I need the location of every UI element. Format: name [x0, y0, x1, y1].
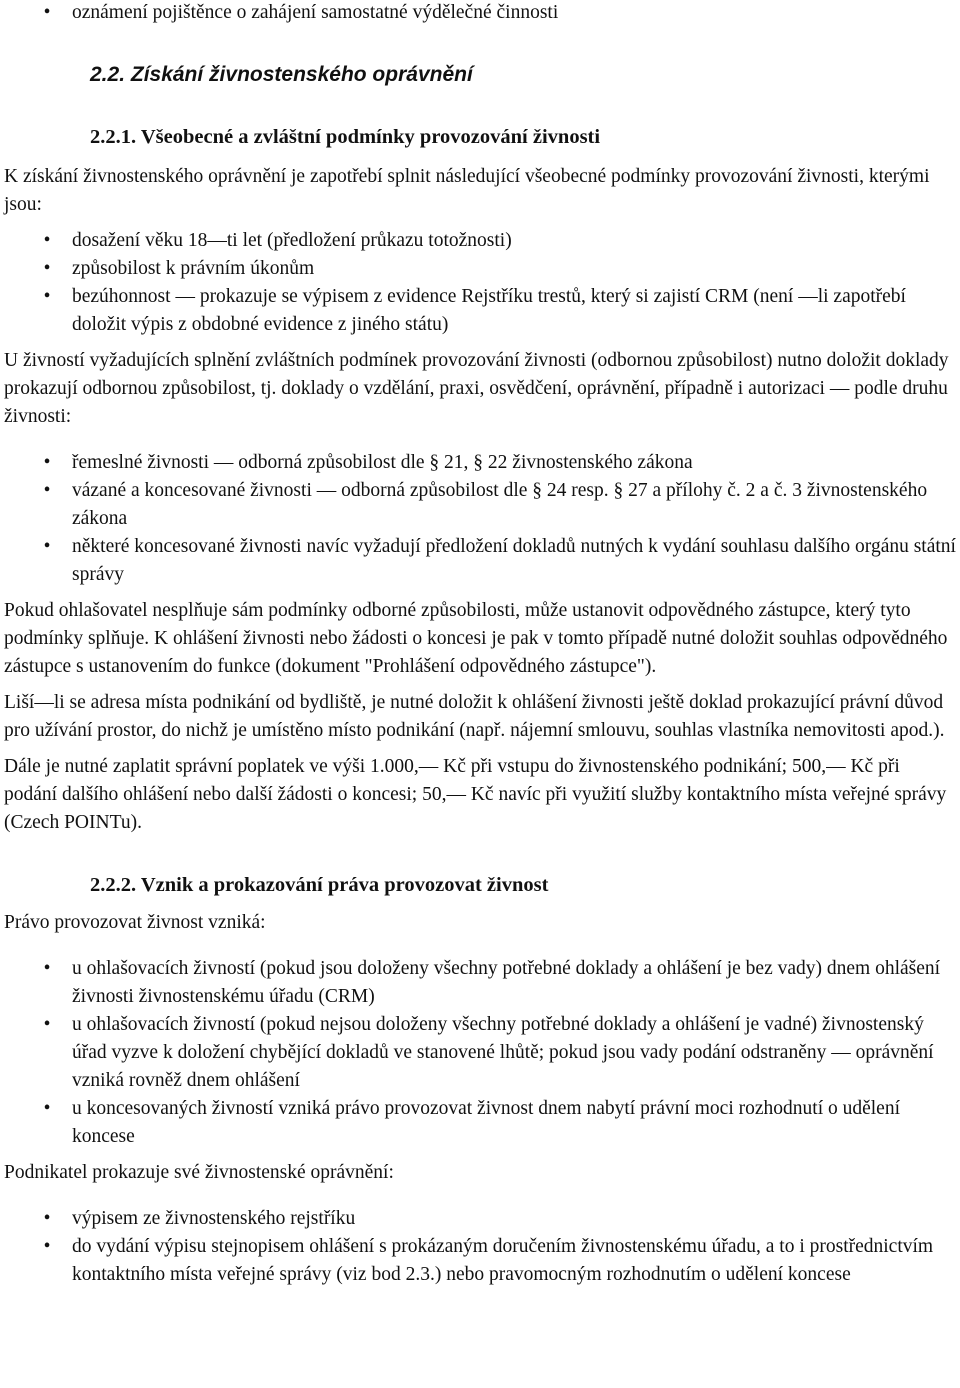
bullet-icon: • [43, 480, 51, 501]
bullet-icon: • [43, 258, 51, 279]
paragraph-proving-authorization: Podnikatel prokazuje své živnostenské oprávnění: [4, 1162, 394, 1183]
bullet-icon: • [43, 536, 51, 557]
list-item: • u ohlašovacích živností (pokud jsou doloženy všechny potřebné doklady a ohlášení je bez vady) dnem ohlášení živnosti živnostenskému úřadu (CRM) [4, 955, 956, 1011]
paragraph-responsible-representative: Pokud ohlašovatel nesplňuje sám podmínky odborné způsobilosti, může ustanovit odpovědného zástupce, který tyto podmínky splňuje. K ohlášení živnosti nebo žádosti o koncesi je pak v tomto případě nutné doložit souhlas odpovědného zástupce s ustanovením do funkce (dokument "Prohlášení odpovědného zástupce"). [4, 600, 948, 677]
section-heading-2-2-2: 2.2.2. Vznik a prokazování práva provozovat živnost [90, 874, 549, 896]
list-item: • řemeslné živnosti — odborná způsobilost dle § 21, § 22 živnostenského zákona [4, 449, 956, 477]
bullet-icon: • [43, 2, 51, 23]
list-item: • dosažení věku 18—ti let (předložení průkazu totožnosti) [4, 227, 956, 255]
bullet-icon: • [43, 1098, 51, 1119]
bullet-icon: • [43, 1236, 51, 1257]
special-conditions-list [4, 449, 956, 589]
section-heading-2-2-1: 2.2.1. Všeobecné a zvláštní podmínky provozování živnosti [90, 126, 601, 148]
proving-authorization-list [4, 1205, 956, 1289]
paragraph-business-address: Liší—li se adresa místa podnikání od bydliště, je nutné doložit k ohlášení živnosti ještě doklad prokazující právní důvod pro užívání prostor, do nichž je umístěno místo podnikání (např. nájemní smlouvu, souhlas vlastníka nemovitosti apod.). [4, 692, 945, 741]
list-item: • některé koncesované živnosti navíc vyžadují předložení dokladů nutných k vydání souhlasu dalšího orgánu státní správy [4, 533, 956, 589]
list-item: • bezúhonnost — prokazuje se výpisem z evidence Rejstříku trestů, který si zajistí CRM (není —li zapotřebí doložit výpis z obdobné evidence z jiného státu) [4, 283, 956, 339]
paragraph-special-conditions: U živností vyžadujících splnění zvláštních podmínek provozování živnosti (odbornou způsobilost) nutno doložit doklady prokazují odbornou způsobilost, tj. doklady o vzdělání, praxi, osvědčení, oprávnění, případně i autorizaci — podle druhu živnosti: [4, 350, 949, 427]
paragraph-general-conditions: K získání živnostenského oprávnění je zapotřebí splnit následující všeobecné podmínky provozování živnosti, kterými jsou: [4, 166, 930, 215]
list-item: • u koncesovaných živností vzniká právo provozovat živnost dnem nabytí právní moci rozhodnutí o udělení koncese [4, 1095, 956, 1151]
top-bullet-list [4, 0, 956, 27]
paragraph-administrative-fee: Dále je nutné zaplatit správní poplatek ve výši 1.000,— Kč při vstupu do živnostenského podnikání; 500,— Kč při podání dalšího ohlášení nebo další žádosti o koncesi; 50,— Kč navíc při využití služby kontaktního místa veřejné správy (Czech POINTu). [4, 756, 947, 833]
list-item: • oznámení pojištěnce o zahájení samostatné výdělečné činnosti [4, 0, 956, 27]
paragraph-right-arises: Právo provozovat živnost vzniká: [4, 912, 266, 933]
bullet-icon: • [43, 286, 51, 307]
bullet-icon: • [43, 1208, 51, 1229]
section-heading-2-2: 2.2. Získání živnostenského oprávnění [90, 63, 473, 86]
list-item: • u ohlašovacích živností (pokud nejsou doloženy všechny potřebné doklady a ohlášení je vadné) živnostenský úřad vyzve k doložení chybějící dokladů ve stanovené lhůtě; pokud jsou vady podání odstraněny — oprávnění vzniká rovněž dnem ohlášení [4, 1011, 956, 1095]
bullet-icon: • [43, 1014, 51, 1035]
list-item: • výpisem ze živnostenského rejstříku [4, 1205, 956, 1233]
list-item: • vázané a koncesované živnosti — odborná způsobilost dle § 24 resp. § 27 a přílohy č. 2 a č. 3 živnostenského zákona [4, 477, 956, 533]
list-item: • do vydání výpisu stejnopisem ohlášení s prokázaným doručením živnostenskému úřadu, a to i prostřednictvím kontaktního místa veřejné správy (viz bod 2.3.) nebo pravomocným rozhodnutím o udělení koncese [4, 1233, 956, 1289]
bullet-icon: • [43, 958, 51, 979]
list-item: • způsobilost k právním úkonům [4, 255, 956, 283]
right-arises-list [4, 955, 956, 1151]
bullet-icon: • [43, 230, 51, 251]
bullet-icon: • [43, 452, 51, 473]
general-conditions-list [4, 227, 956, 339]
